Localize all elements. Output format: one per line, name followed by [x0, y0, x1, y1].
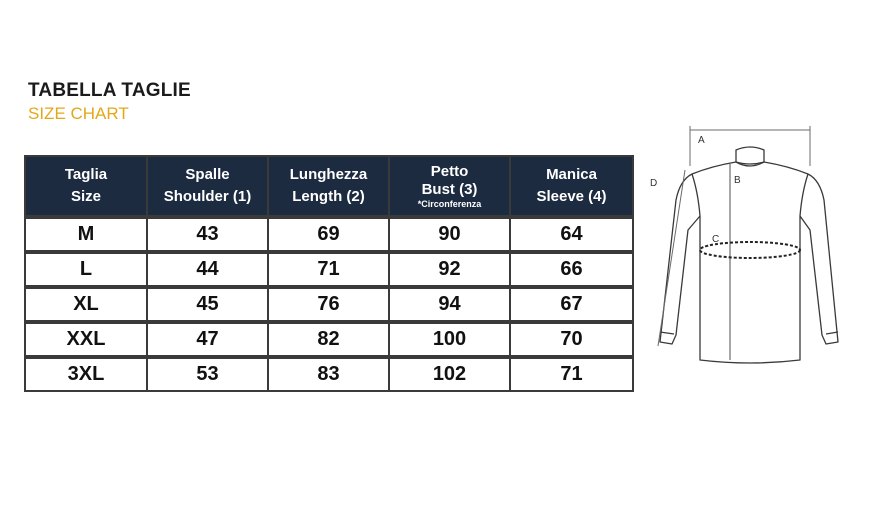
cell-bust: 100: [389, 322, 510, 357]
page-subtitle: SIZE CHART: [28, 104, 129, 123]
cell-sleeve: 71: [510, 357, 633, 391]
column-header-size: [25, 156, 147, 217]
cell-sleeve: 70: [510, 322, 633, 357]
page-title: TABELLA TAGLIE: [28, 80, 191, 101]
column-header-line: Petto: [430, 162, 469, 180]
column-header-line: Sleeve (4): [536, 188, 607, 205]
garment-measurement-diagram: [640, 120, 860, 370]
column-header-line: Taglia: [64, 166, 108, 183]
cell-bust: 92: [389, 252, 510, 287]
cell-shoulder: 44: [147, 252, 268, 287]
cell-size: M: [25, 217, 147, 252]
cell-length: 69: [268, 217, 389, 252]
column-header-note: *Circonferenza: [417, 198, 482, 209]
label-c: C: [712, 234, 720, 245]
cell-sleeve: 64: [510, 217, 633, 252]
cell-length: 83: [268, 357, 389, 391]
cell-length: 82: [268, 322, 389, 357]
table-row: [25, 357, 633, 391]
column-header-bust: [389, 156, 510, 217]
label-b: B: [734, 175, 741, 186]
cell-size: XXL: [25, 322, 147, 357]
column-header-line: Shoulder (1): [163, 188, 252, 205]
cell-shoulder: 43: [147, 217, 268, 252]
cell-shoulder: 53: [147, 357, 268, 391]
column-header-line: Lunghezza: [289, 166, 368, 183]
cell-size: XL: [25, 287, 147, 322]
column-header-line: Size: [70, 188, 101, 205]
cell-bust: 94: [389, 287, 510, 322]
table-row: [25, 217, 633, 252]
cell-shoulder: 45: [147, 287, 268, 322]
label-a: A: [698, 135, 705, 146]
cell-size: L: [25, 252, 147, 287]
column-header-sleeve: [510, 156, 633, 217]
column-header-line: Bust (3): [421, 180, 478, 198]
cell-shoulder: 47: [147, 322, 268, 357]
measurement-lines: [658, 126, 810, 360]
column-header-length: [268, 156, 389, 217]
cell-sleeve: 66: [510, 252, 633, 287]
turtleneck-sketch-icon: [660, 147, 838, 363]
label-d: D: [650, 178, 658, 189]
table-row: [25, 287, 633, 322]
cell-length: 76: [268, 287, 389, 322]
cell-sleeve: 67: [510, 287, 633, 322]
column-header-shoulder: [147, 156, 268, 217]
size-chart-table: [24, 155, 634, 392]
cell-length: 71: [268, 252, 389, 287]
cell-bust: 102: [389, 357, 510, 391]
cell-bust: 90: [389, 217, 510, 252]
column-header-line: Spalle: [185, 166, 230, 183]
table-row: [25, 322, 633, 357]
cell-size: 3XL: [25, 357, 147, 391]
table-header-row: [25, 156, 633, 217]
column-header-line: Length (2): [292, 188, 365, 205]
column-header-line: Manica: [546, 166, 597, 183]
table-row: [25, 252, 633, 287]
